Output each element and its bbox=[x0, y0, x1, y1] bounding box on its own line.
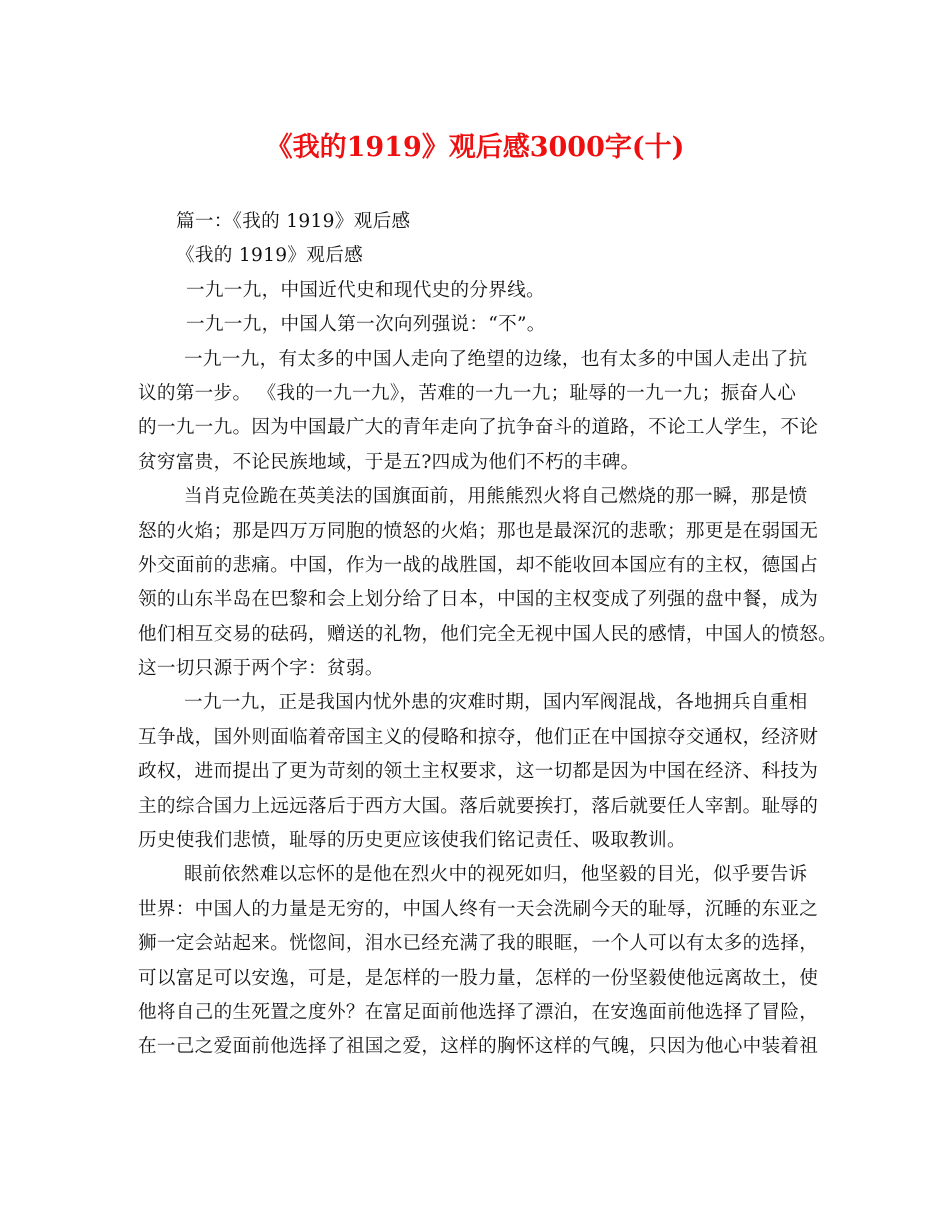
paragraph-line: 世界：中国人的力量是无穷的，中国人终有一天会洗刷今天的耻辱，沉睡的东亚之 bbox=[138, 898, 819, 920]
paragraph-line: 的一九一九。因为中国最广大的青年走向了抗争奋斗的道路，不论工人学生，不论 bbox=[138, 417, 819, 439]
paragraph-line: 可以富足可以安逸，可是，是怎样的一股力量，怎样的一份坚毅使他远离故土，使 bbox=[138, 967, 819, 989]
paragraph-line: 狮一定会站起来。恍惚间，泪水已经充满了我的眼眶，一个人可以有太多的选择， bbox=[138, 933, 819, 955]
section-heading: 篇一：《我的 1919》观后感 bbox=[176, 211, 411, 232]
document-body bbox=[138, 205, 838, 1065]
paragraph-line: 一九一九，有太多的中国人走向了绝望的边缘，也有太多的中国人走出了抗 bbox=[184, 348, 808, 370]
paragraph-line: 议的第一步。 《我的一九一九》，苦难的一九一九；耻辱的一九一九；振奋人心 bbox=[138, 382, 797, 404]
paragraph-line: 历史使我们悲愤，耻辱的历史更应该使我们铭记责任、吸取教训。 bbox=[138, 830, 686, 852]
paragraph-line: 互争战，国外则面临着帝国主义的侵略和掠夺，他们正在中国掠夺交通权，经济财 bbox=[138, 726, 819, 748]
paragraph-line: 眼前依然难以忘怀的是他在烈火中的视死如归，他坚毅的目光，似乎要告诉 bbox=[184, 864, 808, 886]
paragraph-line: 他们相互交易的砝码，赠送的礼物，他们完全无视中国人民的感情，中国人的愤怒。 bbox=[138, 623, 838, 645]
paragraph-line: 主的综合国力上远远落后于西方大国。落后就要挨打，落后就要任人宰割。耻辱的 bbox=[138, 795, 819, 817]
paragraph-line: 一九一九，正是我国内忧外患的灾难时期，国内军阀混战，各地拥兵自重相 bbox=[184, 692, 808, 714]
paragraph-line: 这一切只源于两个字：贫弱。 bbox=[138, 658, 384, 680]
paragraph-line: 他将自己的生死置之度外？在富足面前他选择了漂泊，在安逸面前他选择了冒险， bbox=[138, 1001, 819, 1023]
paragraph-line: 政权，进而提出了更为苛刻的领土主权要求，这一切都是因为中国在经济、科技为 bbox=[138, 761, 819, 783]
paragraph-line: 在一己之爱面前他选择了祖国之爱，这样的胸怀这样的气魄，只因为他心中装着祖 bbox=[138, 1036, 819, 1058]
paragraph-line: 当肖克俭跪在英美法的国旗面前，用熊熊烈火将自己燃烧的那一瞬，那是愤 bbox=[184, 486, 808, 508]
paragraph-line: 怒的火焰；那是四万万同胞的愤怒的火焰；那也是最深沉的悲歌；那更是在弱国无 bbox=[138, 520, 819, 542]
article-subtitle: 《我的 1919》观后感 bbox=[176, 245, 363, 267]
paragraph-line: 一九一九，中国人第一次向列强说：“不”。 bbox=[186, 314, 546, 336]
paragraph-line: 贫穷富贵，不论民族地域，于是五?四成为他们不朽的丰碑。 bbox=[138, 451, 640, 473]
document-title: 《我的1919》观后感3000字(十) bbox=[265, 132, 685, 163]
paragraph-line: 领的山东半岛在巴黎和会上划分给了日本，中国的主权变成了列强的盘中餐，成为 bbox=[138, 589, 819, 611]
paragraph-line: 一九一九，中国近代史和现代史的分界线。 bbox=[186, 279, 545, 301]
paragraph-line: 外交面前的悲痛。中国，作为一战的战胜国，却不能收回本国应有的主权，德国占 bbox=[138, 554, 819, 576]
